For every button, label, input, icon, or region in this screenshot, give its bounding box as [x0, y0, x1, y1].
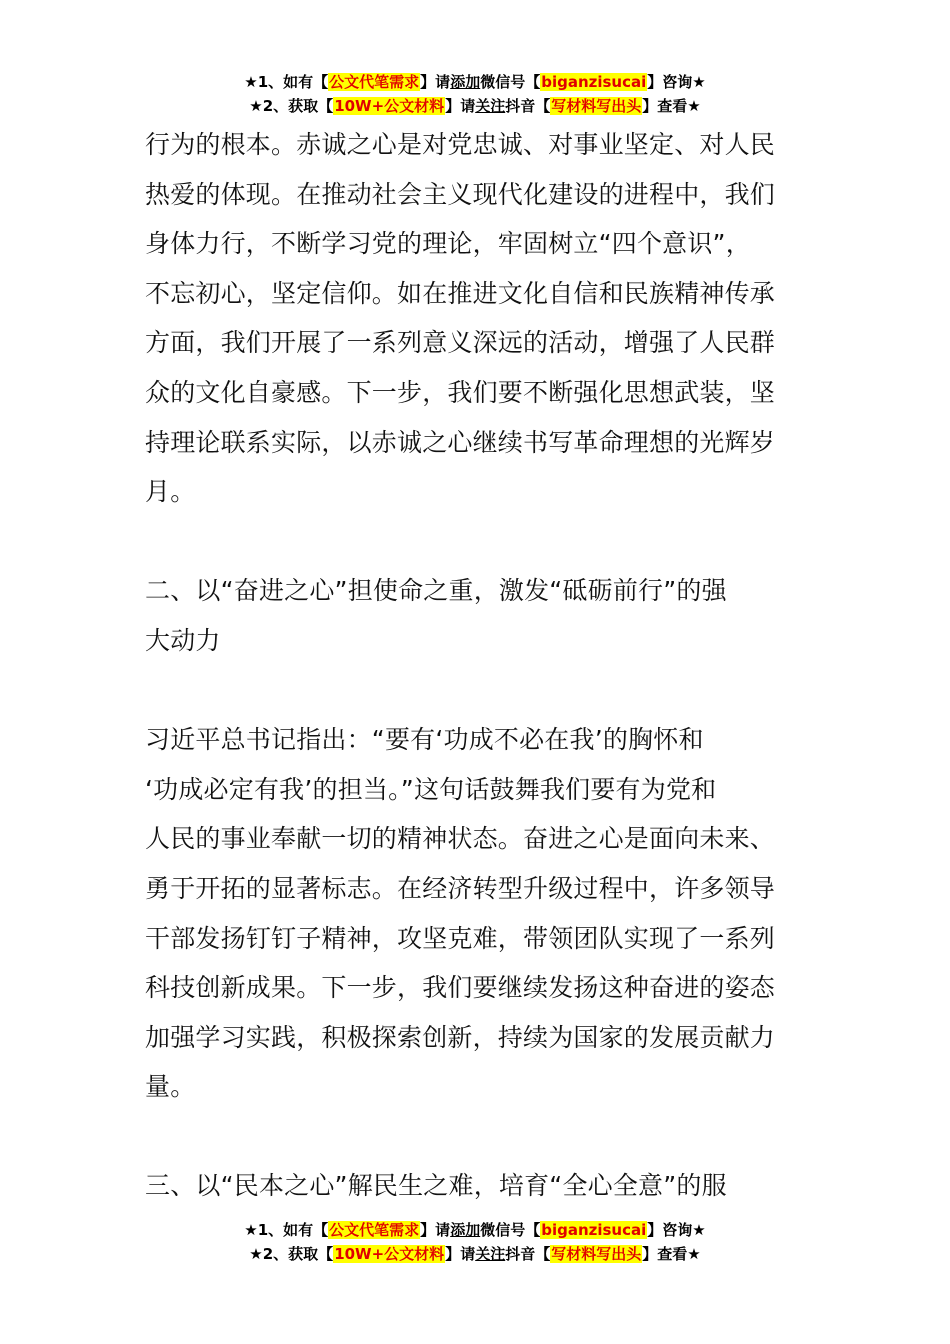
banner-underline: 关注 — [475, 1245, 506, 1263]
text-line: 持理论联系实际，以赤诚之心继续书写革命理想的光辉岁 — [145, 427, 776, 457]
text-line: 行为的根本。赤诚之心是对党忠诚、对事业坚定、对人民 — [145, 130, 776, 159]
text-line: 加强学习实践，积极探索创新，持续为国家的发展贡献力 — [145, 1022, 776, 1052]
text-line: 方面，我们开展了一系列意义深远的活动，增强了人民群 — [145, 328, 776, 358]
text-line: ‘功成必定有我’的担当。”这句话鼓舞我们要有为党和 — [145, 774, 717, 804]
heading-line: 大动力 — [145, 625, 221, 655]
banner-text: 抖音【 — [505, 97, 551, 115]
paragraph-1 — [145, 120, 810, 517]
banner-text: 】请 — [420, 1221, 451, 1239]
banner-highlight: 公文代笔需求 — [329, 1221, 420, 1239]
banner-highlight: biganzisucai — [541, 1221, 647, 1239]
banner-line-1 — [0, 1218, 950, 1242]
footer-banner — [0, 1218, 950, 1266]
banner-line-2 — [0, 1242, 950, 1266]
text-line: 习近平总书记指出：“要有‘功成不必在我’的胸怀和 — [145, 725, 704, 755]
paragraph-2 — [145, 715, 810, 1112]
banner-text: ★1、如有【 — [244, 73, 329, 91]
banner-text: 】请 — [445, 97, 476, 115]
banner-text: ★1、如有【 — [244, 1221, 329, 1239]
banner-text: 】查看★ — [642, 97, 701, 115]
banner-text: ★2、获取【 — [249, 97, 334, 115]
text-line: 月。 — [145, 477, 196, 507]
banner-text: 】咨询★ — [647, 1221, 706, 1239]
banner-text: 】咨询★ — [647, 73, 706, 91]
text-line: 勇于开拓的显著标志。在经济转型升级过程中，许多领导 — [145, 873, 776, 903]
banner-text: 】查看★ — [642, 1245, 701, 1263]
banner-line-2 — [0, 94, 950, 118]
heading-line: 三、以“民本之心”解民生之难，培育“全心全意”的服 — [145, 1171, 727, 1201]
banner-text: 微信号【 — [480, 1221, 541, 1239]
banner-underline: 添加 — [450, 1221, 481, 1239]
document-body — [145, 120, 810, 1211]
text-line: 热爱的体现。在推动社会主义现代化建设的进程中，我们 — [145, 179, 776, 209]
banner-underline: 关注 — [475, 97, 506, 115]
banner-line-1 — [0, 70, 950, 94]
banner-highlight: 公文代笔需求 — [329, 73, 420, 91]
banner-text: 抖音【 — [505, 1245, 551, 1263]
section-heading-3 — [145, 1161, 810, 1211]
banner-highlight: 10W+公文材料 — [334, 97, 445, 115]
heading-line: 二、以“奋进之心”担使命之重，激发“砥砺前行”的强 — [145, 576, 727, 606]
banner-highlight: 10W+公文材料 — [334, 1245, 445, 1263]
banner-highlight: biganzisucai — [541, 73, 647, 91]
text-line: 量。 — [145, 1072, 196, 1102]
banner-text: 】请 — [445, 1245, 476, 1263]
text-line: 人民的事业奉献一切的精神状态。奋进之心是面向未来、 — [145, 824, 776, 854]
banner-highlight: 写材料写出头 — [551, 97, 642, 115]
text-line: 身体力行，不断学习党的理论，牢固树立“四个意识”， — [145, 229, 751, 259]
banner-text: 微信号【 — [480, 73, 541, 91]
banner-underline: 添加 — [450, 73, 481, 91]
header-banner — [0, 70, 950, 118]
banner-text: 】请 — [420, 73, 451, 91]
banner-text: ★2、获取【 — [249, 1245, 334, 1263]
text-line: 科技创新成果。下一步，我们要继续发扬这种奋进的姿态 — [145, 973, 776, 1003]
text-line: 众的文化自豪感。下一步，我们要不断强化思想武装，坚 — [145, 377, 776, 407]
text-line: 不忘初心，坚定信仰。如在推进文化自信和民族精神传承 — [145, 278, 776, 308]
banner-highlight: 写材料写出头 — [551, 1245, 642, 1263]
text-line: 干部发扬钉钉子精神，攻坚克难，带领团队实现了一系列 — [145, 923, 776, 953]
section-heading-2 — [145, 566, 810, 665]
